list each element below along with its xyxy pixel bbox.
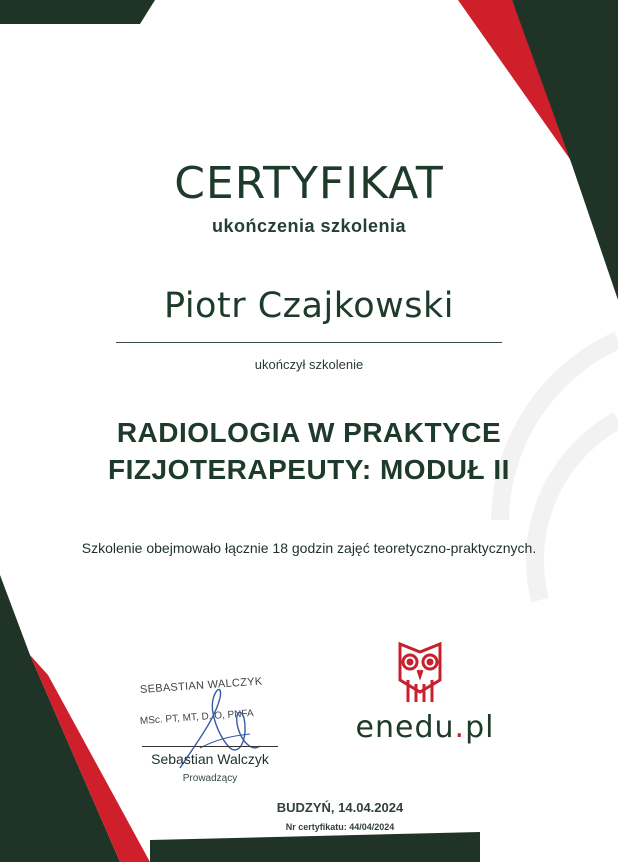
hours-statement: Szkolenie obejmowało łącznie 18 godzin zajęć teoretyczno-praktycznych. xyxy=(81,540,537,556)
top-left-dark-band xyxy=(0,0,155,24)
signature-block xyxy=(100,672,320,792)
course-title-line2: FIZJOTERAPEUTY: MODUŁ II xyxy=(108,454,510,485)
place-date: BUDZYŃ, 14.04.2024 xyxy=(276,800,404,815)
signer-name: Sebastian Walczyk xyxy=(151,751,269,767)
brand-tld: pl xyxy=(465,710,495,745)
certificate-subtitle: ukończenia szkolenia xyxy=(211,216,407,236)
brand-logo-text xyxy=(340,710,510,745)
course-title-line1: RADIOLOGIA W PRAKTYCE xyxy=(116,417,502,448)
signer-role: Prowadzący xyxy=(182,773,238,784)
stamp-name: SEBASTIAN WALCZYK xyxy=(139,675,263,696)
stamp-titles: MSc. PT, MT, D. O, PNFA xyxy=(139,708,255,727)
certificate-title: CERTYFIKAT xyxy=(174,158,444,209)
completed-label: ukończył szkolenie xyxy=(254,357,364,372)
owl-logo-icon xyxy=(396,640,444,706)
brand-dot: . xyxy=(454,710,466,745)
certificate-number: Nr certyfikatu: 44/04/2024 xyxy=(285,822,395,832)
brand-main: enedu xyxy=(355,710,455,745)
course-title xyxy=(0,414,618,488)
signature-line xyxy=(142,746,278,747)
bottom-dark-strip xyxy=(150,832,480,862)
name-underline xyxy=(116,342,502,343)
recipient-name: Piotr Czajkowski xyxy=(164,286,454,326)
